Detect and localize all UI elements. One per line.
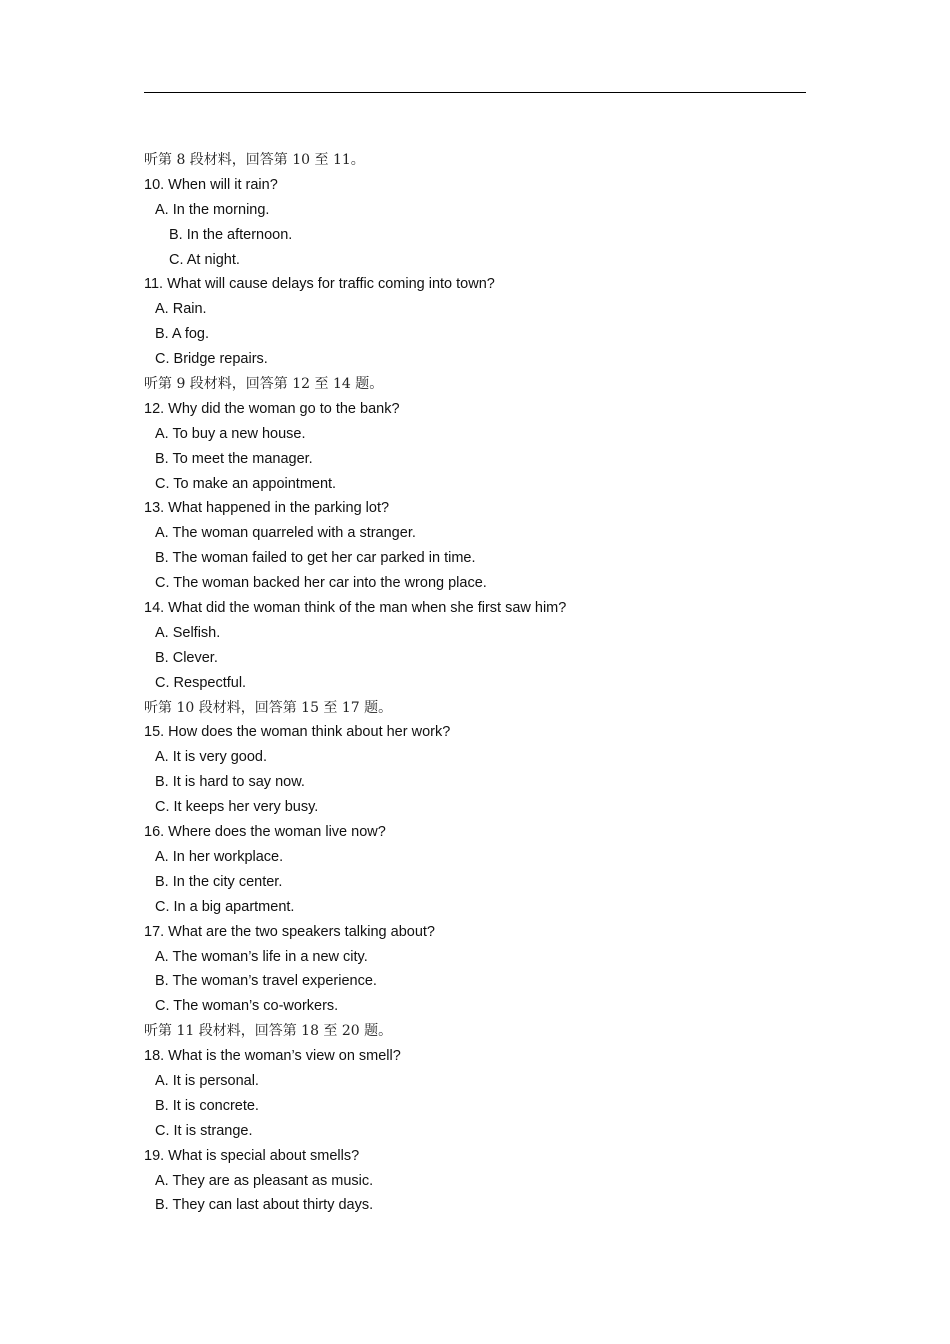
question-text: 11. What will cause delays for traffic coming into town? — [144, 276, 495, 293]
answer-option: A. To buy a new house. — [155, 425, 306, 442]
question-text: 17. What are the two speakers talking about? — [144, 923, 435, 940]
section-heading: 听第 8 段材料，回答第 10 至 11。 — [144, 152, 365, 168]
section-heading: 听第 9 段材料，回答第 12 至 14 题。 — [144, 376, 384, 393]
answer-option: A. It is very good. — [155, 749, 268, 766]
question-text: 12. Why did the woman go to the bank? — [144, 400, 400, 417]
section-heading: 听第 10 段材料，回答第 15 至 17 题。 — [144, 699, 393, 716]
answer-option: A. They are as pleasant as music. — [155, 1172, 374, 1189]
question-text: 14. What did the woman think of the man when she first saw him? — [144, 600, 567, 617]
answer-option: A. Selfish. — [155, 624, 221, 641]
answer-option: A. The woman’s life in a new city. — [155, 948, 368, 965]
answer-option: C. The woman’s co-workers. — [155, 998, 339, 1015]
answer-option: C. In a big apartment. — [155, 898, 295, 915]
answer-option: B. Clever. — [155, 649, 218, 666]
question-text: 10. When will it rain? — [144, 176, 278, 193]
answer-option: A. In her workplace. — [155, 848, 284, 865]
question-text: 16. Where does the woman live now? — [144, 824, 386, 841]
answer-option: C. It keeps her very busy. — [155, 799, 319, 816]
answer-option: C. At night. — [169, 251, 240, 268]
answer-option: C. Bridge repairs. — [155, 351, 268, 368]
section-heading: 听第 11 段材料，回答第 18 至 20 题。 — [144, 1023, 393, 1040]
answer-option: B. It is concrete. — [155, 1097, 259, 1114]
answer-option: C. To make an appointment. — [155, 475, 337, 492]
answer-option: C. It is strange. — [155, 1122, 253, 1139]
answer-option: B. The woman’s travel experience. — [155, 973, 377, 990]
answer-option: A. Rain. — [155, 301, 207, 318]
answer-option: A. In the morning. — [155, 201, 270, 218]
header-rule — [144, 92, 806, 93]
answer-option: B. In the afternoon. — [169, 226, 293, 243]
question-text: 15. How does the woman think about her work? — [144, 724, 451, 741]
answer-option: B. They can last about thirty days. — [155, 1197, 374, 1214]
question-text: 13. What happened in the parking lot? — [144, 500, 390, 517]
answer-option: A. It is personal. — [155, 1072, 259, 1089]
answer-option: B. In the city center. — [155, 873, 283, 890]
document-body — [144, 148, 806, 1218]
answer-option: B. A fog. — [155, 326, 210, 343]
answer-option: C. Respectful. — [155, 674, 247, 691]
question-text: 19. What is special about smells? — [144, 1147, 360, 1164]
answer-option: B. To meet the manager. — [155, 450, 313, 467]
answer-option: B. It is hard to say now. — [155, 774, 305, 791]
answer-option: B. The woman failed to get her car parked in time. — [155, 550, 476, 567]
answer-option: C. The woman backed her car into the wrong place. — [155, 575, 487, 592]
answer-option: A. The woman quarreled with a stranger. — [155, 525, 416, 542]
question-text: 18. What is the woman’s view on smell? — [144, 1048, 401, 1065]
